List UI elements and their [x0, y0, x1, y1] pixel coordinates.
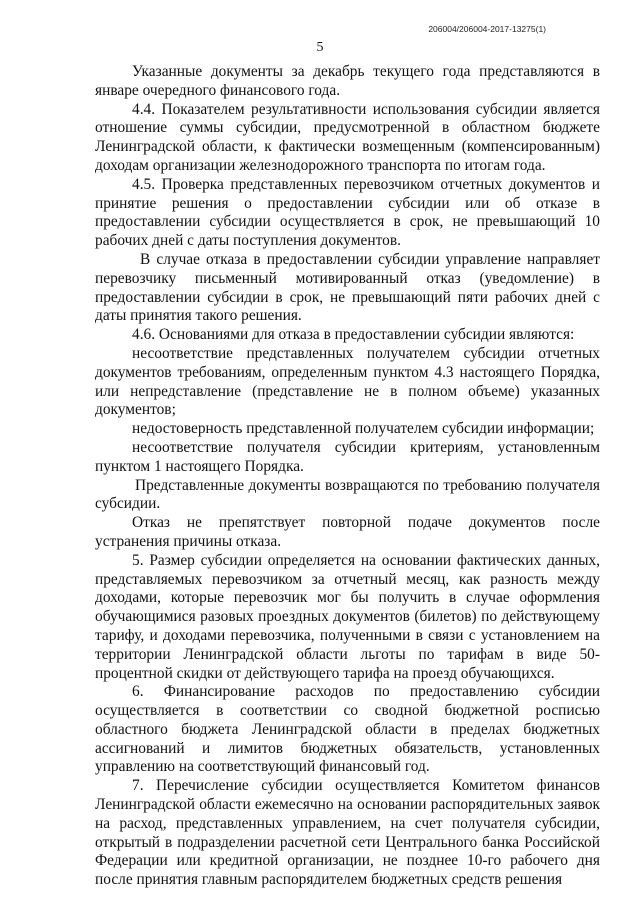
paragraph-7: 7. Перечисление субсидии осуществляется Комитетом финансов Ленинградской области ежемесячно на основании распорядительных заявок на расход, представленных управлением, на счет получателя субсидии, открытый в подразделении расчетной сети Центрального банка Российской Федерации или кредитной организации, не позднее 10-го рабочего дня после принятия главным распорядителем бюджетных средств решения [95, 777, 600, 889]
paragraph-6: 6. Финансирование расходов по предоставлению субсидии осуществляется в соответствии со сводной бюджетной росписью областного бюджета Ленинградской области в пределах бюджетных ассигнований и лимитов бюджетных обязательств, установленных управлению на соответствующий финансовый год. [95, 683, 600, 776]
paragraph-documents-returned: Представленные документы возвращаются по требованию получателя субсидии. [95, 476, 600, 513]
paragraph-ground-documents: несоответствие представленных получателем субсидии отчетных документов требованиям, определенным пунктом 4.3 настоящего Порядка, или непредставление (представление не в полном объеме) указанных документов; [95, 344, 600, 419]
paragraph-refusal-notice: В случае отказа в предоставлении субсидии управление направляет перевозчику письменный мотивированный отказ (уведомление) в предоставлении субсидии в срок, не превышающий пяти рабочих дней с даты принятия такого решения. [95, 250, 600, 325]
paragraph-4-4: 4.4. Показателем результативности использования субсидии является отношение суммы субсидии, предусмотренной в областном бюджете Ленинградской области, к фактически возмещенным (компенсированным) доходам организации железнодорожного транспорта по итогам года. [95, 100, 600, 174]
document-id: 206004/206004-2017-13275(1) [428, 24, 546, 34]
paragraph-ground-unreliable: недостоверность представленной получателем субсидии информации; [132, 420, 595, 438]
paragraph-4-6: 4.6. Основаниями для отказа в предоставлении субсидии являются: [132, 326, 575, 344]
document-body [95, 63, 600, 890]
page-number: 5 [316, 40, 324, 55]
paragraph-resubmission: Отказ не препятствует повторной подаче документов после устранения причины отказа. [95, 514, 600, 550]
paragraph-documents-december: Указанные документы за декабрь текущего года представляются в январе очередного финансового года. [95, 63, 600, 99]
paragraph-ground-criteria: несоответствие получателя субсидии критериям, установленным пунктом 1 настоящего Порядка. [95, 438, 600, 475]
paragraph-4-5: 4.5. Проверка представленных перевозчиком отчетных документов и принятие решения о предоставлении субсидии или об отказе в предоставлении субсидии осуществляется в срок, не превышающий 10 рабочих дней с даты поступления документов. [95, 175, 600, 250]
paragraph-5: 5. Размер субсидии определяется на основании фактических данных, представляемых перевозчиком за отчетный месяц, как разность между доходами, которые перевозчик мог бы получить в случае оформления обучающимися разовых проездных документов (билетов) по действующему тарифу, и доходами перевозчика, полученными в связи с установлением на территории Ленинградской области льготы по тарифам в виде 50-процентной скидки от действующего тарифа на проезд обучающихся. [95, 551, 600, 682]
